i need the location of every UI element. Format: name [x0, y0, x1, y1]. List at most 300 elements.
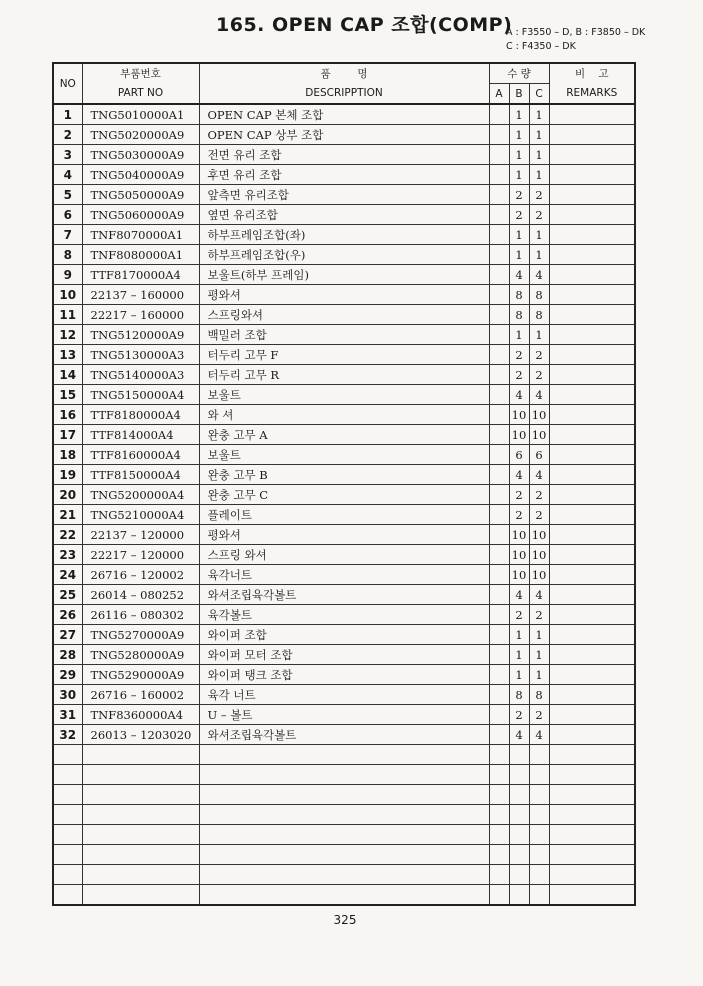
cell-no — [53, 765, 82, 785]
cell-qty-b: 4 — [509, 465, 529, 485]
cell-part-no: TNG5040000A9 — [82, 165, 199, 185]
table-row — [53, 265, 635, 285]
cell-qty-a — [489, 185, 509, 205]
cell-description — [199, 765, 489, 785]
cell-remarks — [549, 765, 635, 785]
cell-description: 와 셔 — [199, 405, 489, 425]
cell-qty-a — [489, 485, 509, 505]
cell-no — [53, 825, 82, 845]
cell-description — [199, 825, 489, 845]
cell-qty-b: 1 — [509, 225, 529, 245]
cell-no: 3 — [53, 145, 82, 165]
table-row — [53, 645, 635, 665]
cell-no: 8 — [53, 245, 82, 265]
cell-remarks — [549, 525, 635, 545]
table-row — [53, 725, 635, 745]
cell-part-no — [82, 765, 199, 785]
cell-qty-b: 4 — [509, 725, 529, 745]
cell-qty-b: 10 — [509, 525, 529, 545]
cell-no: 22 — [53, 525, 82, 545]
table-row — [53, 825, 635, 845]
cell-part-no: TNG5010000A1 — [82, 104, 199, 125]
cell-part-no: TNG5210000A4 — [82, 505, 199, 525]
table-row — [53, 345, 635, 365]
cell-remarks — [549, 605, 635, 625]
cell-qty-a — [489, 865, 509, 885]
page-title: 165. OPEN CAP 조합(COMP) — [216, 14, 513, 36]
cell-qty-c: 4 — [529, 265, 549, 285]
table-row — [53, 365, 635, 385]
cell-description: 보울트 — [199, 385, 489, 405]
cell-qty-a — [489, 425, 509, 445]
cell-description — [199, 785, 489, 805]
cell-qty-c: 10 — [529, 525, 549, 545]
cell-qty-b — [509, 785, 529, 805]
cell-remarks — [549, 365, 635, 385]
cell-description: 완충 고무 C — [199, 485, 489, 505]
cell-qty-b: 2 — [509, 505, 529, 525]
cell-part-no — [82, 865, 199, 885]
cell-remarks — [549, 645, 635, 665]
table-row — [53, 445, 635, 465]
cell-qty-a — [489, 325, 509, 345]
cell-no: 30 — [53, 685, 82, 705]
cell-qty-c: 4 — [529, 465, 549, 485]
cell-qty-a — [489, 505, 509, 525]
cell-no: 24 — [53, 565, 82, 585]
cell-description: 와이퍼 조합 — [199, 625, 489, 645]
cell-remarks — [549, 785, 635, 805]
cell-description — [199, 805, 489, 825]
cell-qty-b — [509, 765, 529, 785]
cell-no: 2 — [53, 125, 82, 145]
cell-no: 29 — [53, 665, 82, 685]
cell-no: 1 — [53, 104, 82, 125]
cell-remarks — [549, 805, 635, 825]
cell-qty-b — [509, 745, 529, 765]
cell-description — [199, 845, 489, 865]
table-row — [53, 245, 635, 265]
parts-table — [52, 62, 636, 906]
cell-description: 평와셔 — [199, 525, 489, 545]
cell-description: OPEN CAP 본체 조합 — [199, 104, 489, 125]
cell-remarks — [549, 585, 635, 605]
cell-qty-c: 1 — [529, 104, 549, 125]
cell-part-no: 22217 – 160000 — [82, 305, 199, 325]
cell-no — [53, 745, 82, 765]
cell-qty-c: 10 — [529, 405, 549, 425]
cell-remarks — [549, 885, 635, 906]
cell-description: 백밀러 조합 — [199, 325, 489, 345]
model-codes-line-2: C : F4350 – DK — [506, 41, 576, 52]
cell-remarks — [549, 685, 635, 705]
cell-remarks — [549, 465, 635, 485]
cell-part-no: TNF8360000A4 — [82, 705, 199, 725]
cell-part-no: 26013 – 1203020 — [82, 725, 199, 745]
cell-qty-c: 4 — [529, 585, 549, 605]
table-row — [53, 625, 635, 645]
cell-remarks — [549, 345, 635, 365]
header-part-no-en: PART NO — [82, 84, 199, 105]
cell-no: 15 — [53, 385, 82, 405]
cell-qty-c — [529, 785, 549, 805]
cell-qty-a — [489, 285, 509, 305]
cell-remarks — [549, 485, 635, 505]
cell-description: 후면 유리 조합 — [199, 165, 489, 185]
cell-description: 스프링 와셔 — [199, 545, 489, 565]
table-row — [53, 185, 635, 205]
cell-remarks — [549, 145, 635, 165]
table-row — [53, 485, 635, 505]
cell-no: 31 — [53, 705, 82, 725]
table-row — [53, 285, 635, 305]
header-qty-a: A — [489, 84, 509, 105]
cell-part-no: TNG5050000A9 — [82, 185, 199, 205]
cell-qty-a — [489, 465, 509, 485]
cell-no — [53, 845, 82, 865]
table-row — [53, 305, 635, 325]
cell-no: 10 — [53, 285, 82, 305]
cell-qty-a — [489, 565, 509, 585]
cell-qty-a — [489, 825, 509, 845]
cell-part-no: 22137 – 160000 — [82, 285, 199, 305]
cell-qty-a — [489, 104, 509, 125]
table-row — [53, 545, 635, 565]
cell-qty-c: 4 — [529, 725, 549, 745]
cell-no: 21 — [53, 505, 82, 525]
header-qty-b: B — [509, 84, 529, 105]
cell-qty-c — [529, 745, 549, 765]
cell-description: 와셔조립육각볼트 — [199, 725, 489, 745]
header-part-no-kr: 부품번호 — [82, 63, 199, 84]
cell-qty-b: 1 — [509, 625, 529, 645]
table-row — [53, 385, 635, 405]
cell-description: 육각볼트 — [199, 605, 489, 625]
cell-qty-c — [529, 825, 549, 845]
cell-qty-b: 1 — [509, 145, 529, 165]
cell-remarks — [549, 104, 635, 125]
cell-part-no: TTF8170000A4 — [82, 265, 199, 285]
cell-description: 스프링와셔 — [199, 305, 489, 325]
table-row — [53, 865, 635, 885]
cell-qty-c: 1 — [529, 325, 549, 345]
cell-part-no: TNG5020000A9 — [82, 125, 199, 145]
cell-qty-b: 10 — [509, 545, 529, 565]
cell-part-no — [82, 745, 199, 765]
cell-qty-c: 1 — [529, 625, 549, 645]
cell-part-no: 22137 – 120000 — [82, 525, 199, 545]
cell-remarks — [549, 225, 635, 245]
table-row — [53, 705, 635, 725]
cell-qty-a — [489, 305, 509, 325]
cell-remarks — [549, 705, 635, 725]
cell-qty-c: 8 — [529, 285, 549, 305]
cell-qty-a — [489, 345, 509, 365]
cell-qty-a — [489, 145, 509, 165]
table-row — [53, 125, 635, 145]
cell-qty-b: 8 — [509, 285, 529, 305]
cell-qty-b: 2 — [509, 605, 529, 625]
cell-qty-a — [489, 385, 509, 405]
header-no: NO — [53, 63, 82, 104]
cell-qty-c: 10 — [529, 565, 549, 585]
cell-qty-a — [489, 265, 509, 285]
cell-remarks — [549, 845, 635, 865]
cell-qty-c — [529, 765, 549, 785]
page-number: 325 — [333, 913, 357, 927]
cell-no: 16 — [53, 405, 82, 425]
cell-part-no — [82, 885, 199, 906]
cell-part-no: TTF8150000A4 — [82, 465, 199, 485]
cell-qty-b: 4 — [509, 585, 529, 605]
cell-qty-c: 1 — [529, 665, 549, 685]
cell-remarks — [549, 165, 635, 185]
cell-qty-b: 2 — [509, 365, 529, 385]
cell-remarks — [549, 725, 635, 745]
cell-no: 12 — [53, 325, 82, 345]
table-row — [53, 165, 635, 185]
cell-description: 보울트(하부 프레임) — [199, 265, 489, 285]
cell-qty-b — [509, 825, 529, 845]
cell-qty-a — [489, 805, 509, 825]
cell-description: 터두리 고무 F — [199, 345, 489, 365]
cell-qty-a — [489, 785, 509, 805]
cell-qty-b: 4 — [509, 385, 529, 405]
cell-remarks — [549, 245, 635, 265]
table-row — [53, 565, 635, 585]
cell-qty-b: 1 — [509, 125, 529, 145]
cell-qty-a — [489, 525, 509, 545]
cell-qty-c: 2 — [529, 505, 549, 525]
cell-qty-a — [489, 685, 509, 705]
cell-remarks — [549, 445, 635, 465]
cell-description: 평와셔 — [199, 285, 489, 305]
cell-qty-b: 4 — [509, 265, 529, 285]
table-row — [53, 845, 635, 865]
cell-description: 터두리 고무 R — [199, 365, 489, 385]
cell-no: 20 — [53, 485, 82, 505]
cell-description: 와이퍼 모터 조합 — [199, 645, 489, 665]
cell-description: U – 볼트 — [199, 705, 489, 725]
cell-remarks — [549, 385, 635, 405]
table-row — [53, 525, 635, 545]
cell-no: 5 — [53, 185, 82, 205]
cell-remarks — [549, 425, 635, 445]
cell-remarks — [549, 545, 635, 565]
cell-no: 28 — [53, 645, 82, 665]
cell-part-no: TNG5140000A3 — [82, 365, 199, 385]
cell-part-no: TNG5030000A9 — [82, 145, 199, 165]
cell-part-no: TNG5150000A4 — [82, 385, 199, 405]
header-description-kr: 품 명 — [199, 63, 489, 84]
cell-no — [53, 885, 82, 906]
cell-remarks — [549, 185, 635, 205]
cell-qty-b: 2 — [509, 205, 529, 225]
cell-qty-c: 6 — [529, 445, 549, 465]
cell-no: 26 — [53, 605, 82, 625]
cell-qty-b: 1 — [509, 165, 529, 185]
cell-description: 와이퍼 탱크 조합 — [199, 665, 489, 685]
cell-qty-c: 1 — [529, 225, 549, 245]
parts-table-body — [53, 104, 635, 905]
cell-qty-a — [489, 625, 509, 645]
cell-no — [53, 785, 82, 805]
cell-no: 11 — [53, 305, 82, 325]
table-row — [53, 465, 635, 485]
cell-remarks — [549, 305, 635, 325]
cell-description — [199, 865, 489, 885]
cell-qty-c: 1 — [529, 645, 549, 665]
cell-no — [53, 865, 82, 885]
cell-description: 앞측면 유리조합 — [199, 185, 489, 205]
cell-description: 육각 너트 — [199, 685, 489, 705]
cell-description: 완충 고무 B — [199, 465, 489, 485]
table-row — [53, 745, 635, 765]
cell-part-no: 26014 – 080252 — [82, 585, 199, 605]
cell-qty-a — [489, 605, 509, 625]
cell-description — [199, 745, 489, 765]
cell-qty-c: 2 — [529, 185, 549, 205]
cell-qty-c: 2 — [529, 705, 549, 725]
cell-qty-a — [489, 365, 509, 385]
cell-qty-c: 2 — [529, 345, 549, 365]
cell-remarks — [549, 205, 635, 225]
cell-qty-c: 10 — [529, 425, 549, 445]
cell-qty-a — [489, 765, 509, 785]
cell-part-no — [82, 825, 199, 845]
cell-qty-c: 8 — [529, 685, 549, 705]
cell-qty-b: 1 — [509, 645, 529, 665]
table-row — [53, 785, 635, 805]
cell-qty-c: 2 — [529, 365, 549, 385]
cell-remarks — [549, 325, 635, 345]
cell-qty-b: 2 — [509, 345, 529, 365]
cell-qty-c: 1 — [529, 145, 549, 165]
cell-remarks — [549, 865, 635, 885]
cell-remarks — [549, 405, 635, 425]
table-row — [53, 405, 635, 425]
cell-part-no: TTF8160000A4 — [82, 445, 199, 465]
table-row — [53, 104, 635, 125]
cell-qty-b: 2 — [509, 705, 529, 725]
cell-qty-b: 1 — [509, 104, 529, 125]
header-remarks-en: REMARKS — [549, 84, 635, 105]
cell-remarks — [549, 665, 635, 685]
cell-qty-a — [489, 725, 509, 745]
cell-qty-a — [489, 845, 509, 865]
cell-qty-a — [489, 665, 509, 685]
cell-description: 보울트 — [199, 445, 489, 465]
cell-qty-a — [489, 745, 509, 765]
table-row — [53, 325, 635, 345]
table-row — [53, 605, 635, 625]
cell-qty-b: 10 — [509, 425, 529, 445]
cell-no: 19 — [53, 465, 82, 485]
cell-part-no: TTF814000A4 — [82, 425, 199, 445]
cell-part-no: 26716 – 120002 — [82, 565, 199, 585]
cell-part-no: TNF8080000A1 — [82, 245, 199, 265]
cell-no: 14 — [53, 365, 82, 385]
cell-description: 하부프레임조합(좌) — [199, 225, 489, 245]
cell-qty-a — [489, 165, 509, 185]
cell-qty-c — [529, 885, 549, 906]
cell-qty-b — [509, 885, 529, 906]
table-row — [53, 205, 635, 225]
cell-part-no: TNG5290000A9 — [82, 665, 199, 685]
cell-qty-c: 8 — [529, 305, 549, 325]
cell-no: 25 — [53, 585, 82, 605]
cell-qty-c: 1 — [529, 245, 549, 265]
cell-part-no: TNG5130000A3 — [82, 345, 199, 365]
cell-no: 17 — [53, 425, 82, 445]
cell-qty-c: 10 — [529, 545, 549, 565]
header-description-en: DESCRIPPTION — [199, 84, 489, 105]
cell-qty-b: 2 — [509, 185, 529, 205]
cell-qty-c: 2 — [529, 605, 549, 625]
cell-qty-b: 1 — [509, 245, 529, 265]
cell-no: 32 — [53, 725, 82, 745]
cell-qty-a — [489, 245, 509, 265]
cell-qty-b: 2 — [509, 485, 529, 505]
table-row — [53, 585, 635, 605]
cell-qty-a — [489, 545, 509, 565]
table-row — [53, 505, 635, 525]
cell-qty-a — [489, 445, 509, 465]
cell-no — [53, 805, 82, 825]
cell-part-no: 22217 – 120000 — [82, 545, 199, 565]
cell-qty-c: 1 — [529, 165, 549, 185]
cell-qty-b: 10 — [509, 405, 529, 425]
model-codes — [506, 26, 645, 54]
cell-part-no: TTF8180000A4 — [82, 405, 199, 425]
cell-remarks — [549, 825, 635, 845]
header-remarks-kr: 비 고 — [549, 63, 635, 84]
cell-qty-a — [489, 205, 509, 225]
header-quantity-kr: 수 량 — [489, 63, 549, 84]
cell-part-no: TNG5270000A9 — [82, 625, 199, 645]
cell-remarks — [549, 745, 635, 765]
table-row — [53, 145, 635, 165]
cell-description: 플레이트 — [199, 505, 489, 525]
cell-qty-c — [529, 805, 549, 825]
cell-description: 완충 고무 A — [199, 425, 489, 445]
cell-qty-a — [489, 885, 509, 906]
cell-description: 와셔조립육각볼트 — [199, 585, 489, 605]
table-row — [53, 805, 635, 825]
cell-part-no: TNG5120000A9 — [82, 325, 199, 345]
cell-no: 23 — [53, 545, 82, 565]
cell-remarks — [549, 625, 635, 645]
cell-qty-c: 1 — [529, 125, 549, 145]
cell-qty-b: 1 — [509, 325, 529, 345]
cell-part-no — [82, 845, 199, 865]
table-row — [53, 665, 635, 685]
table-row — [53, 685, 635, 705]
table-row — [53, 225, 635, 245]
model-codes-line-1: A : F3550 – D, B : F3850 – DK — [506, 27, 646, 38]
cell-qty-c: 2 — [529, 485, 549, 505]
table-row — [53, 885, 635, 906]
table-row — [53, 425, 635, 445]
cell-qty-a — [489, 125, 509, 145]
cell-no: 18 — [53, 445, 82, 465]
cell-no: 27 — [53, 625, 82, 645]
cell-qty-b — [509, 865, 529, 885]
cell-qty-c — [529, 865, 549, 885]
cell-qty-b: 6 — [509, 445, 529, 465]
cell-description: OPEN CAP 상부 조합 — [199, 125, 489, 145]
cell-part-no: TNG5060000A9 — [82, 205, 199, 225]
